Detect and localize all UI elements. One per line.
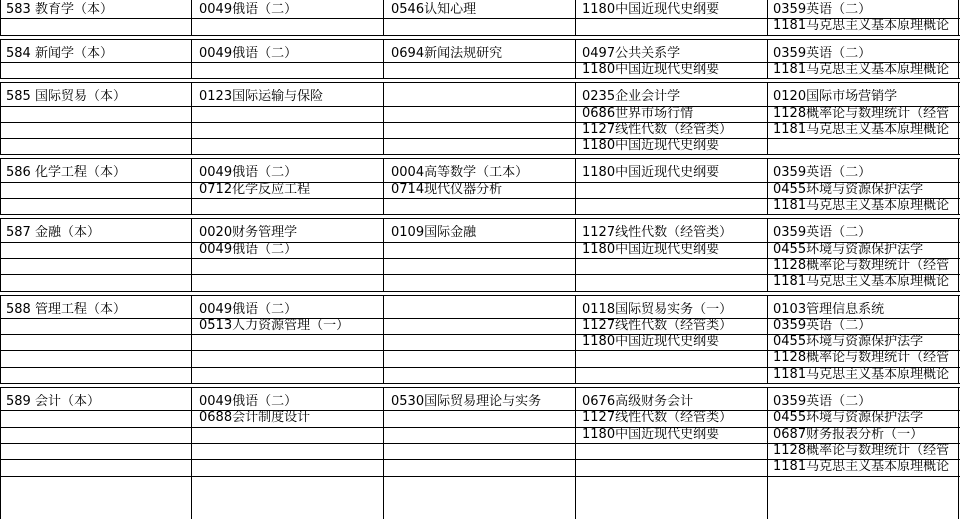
- course-cell: 1181马克思主义基本原理概论: [773, 122, 950, 137]
- course-cell: 0004高等数学（工本）: [391, 165, 529, 180]
- course-cell: 0118国际贸易实务（一）: [582, 302, 733, 317]
- course-cell: 1128概率论与数理统计（经管: [773, 443, 950, 458]
- course-cell: 1127线性代数（经管类）: [582, 410, 733, 425]
- course-cell: 0359英语（二）: [773, 318, 872, 333]
- course-cell: 0497公共关系学: [582, 46, 681, 61]
- course-cell: 0049俄语（二）: [199, 2, 298, 17]
- course-cell: 0676高级财务会计: [582, 394, 694, 409]
- course-cell: 0546认知心理: [391, 2, 477, 17]
- course-cell: 0359英语（二）: [773, 165, 872, 180]
- course-cell: 0694新闻法规研究: [391, 46, 503, 61]
- course-cell: 0455环境与资源保护法学: [773, 242, 924, 257]
- course-cell: 1181马克思主义基本原理概论: [773, 198, 950, 213]
- course-cell: 0049俄语（二）: [199, 165, 298, 180]
- course-cell: 0235企业会计学: [582, 89, 681, 104]
- section-separator: [0, 383, 960, 388]
- row-border: [0, 476, 960, 477]
- course-cell: 0359英语（二）: [773, 225, 872, 240]
- row-border: [0, 138, 960, 139]
- course-cell: 1128概率论与数理统计（经管: [773, 106, 950, 121]
- course-cell: 0103管理信息系统: [773, 302, 885, 317]
- section-separator: [0, 35, 960, 40]
- course-cell: 1127线性代数（经管类）: [582, 318, 733, 333]
- course-cell: 0109国际金融: [391, 225, 477, 240]
- section-separator: [0, 78, 960, 83]
- section-separator: [0, 154, 960, 159]
- course-cell: 0049俄语（二）: [199, 46, 298, 61]
- course-cell: 0359英语（二）: [773, 2, 872, 17]
- course-cell: 0455环境与资源保护法学: [773, 182, 924, 197]
- major-name: 583 教育学（本）: [6, 2, 113, 17]
- course-cell: 1181马克思主义基本原理概论: [773, 459, 950, 474]
- major-name: 587 金融（本）: [6, 225, 100, 240]
- course-cell: 1180中国近现代史纲要: [582, 138, 720, 153]
- course-cell: 1180中国近现代史纲要: [582, 2, 720, 17]
- course-cell: 0049俄语（二）: [199, 242, 298, 257]
- course-cell: 1181马克思主义基本原理概论: [773, 18, 950, 33]
- course-cell: 0049俄语（二）: [199, 302, 298, 317]
- course-cell: 0530国际贸易理论与实务: [391, 394, 542, 409]
- course-cell: 1181马克思主义基本原理概论: [773, 62, 950, 77]
- course-cell: 1180中国近现代史纲要: [582, 165, 720, 180]
- course-cell: 1127线性代数（经管类）: [582, 122, 733, 137]
- course-cell: 0359英语（二）: [773, 394, 872, 409]
- course-cell: 1128概率论与数理统计（经管: [773, 350, 950, 365]
- course-cell: 0687财务报表分析（一）: [773, 427, 924, 442]
- section-separator: [0, 291, 960, 296]
- course-cell: 0455环境与资源保护法学: [773, 334, 924, 349]
- course-cell: 0359英语（二）: [773, 46, 872, 61]
- course-cell: 0712化学反应工程: [199, 182, 311, 197]
- course-cell: 1181马克思主义基本原理概论: [773, 367, 950, 382]
- course-cell: 1181马克思主义基本原理概论: [773, 274, 950, 289]
- major-name: 589 会计（本）: [6, 394, 100, 409]
- course-cell: 0714现代仪器分析: [391, 182, 503, 197]
- course-cell: 1180中国近现代史纲要: [582, 242, 720, 257]
- course-cell: 0123国际运输与保险: [199, 89, 324, 104]
- course-cell: 0686世界市场行情: [582, 106, 694, 121]
- major-name: 588 管理工程（本）: [6, 302, 126, 317]
- major-name: 586 化学工程（本）: [6, 165, 126, 180]
- course-cell: 0513人力资源管理（一）: [199, 318, 350, 333]
- course-cell: 1180中国近现代史纲要: [582, 427, 720, 442]
- course-cell: 0120国际市场营销学: [773, 89, 898, 104]
- course-cell: 0049俄语（二）: [199, 394, 298, 409]
- course-cell: 1180中国近现代史纲要: [582, 62, 720, 77]
- major-name: 585 国际贸易（本）: [6, 89, 126, 104]
- section-separator: [0, 214, 960, 219]
- course-cell: 0455环境与资源保护法学: [773, 410, 924, 425]
- course-cell: 0020财务管理学: [199, 225, 298, 240]
- course-cell: 1127线性代数（经管类）: [582, 225, 733, 240]
- course-cell: 1180中国近现代史纲要: [582, 334, 720, 349]
- course-cell: 1128概率论与数理统计（经管: [773, 258, 950, 273]
- major-name: 584 新闻学（本）: [6, 46, 113, 61]
- course-cell: 0688会计制度设计: [199, 410, 311, 425]
